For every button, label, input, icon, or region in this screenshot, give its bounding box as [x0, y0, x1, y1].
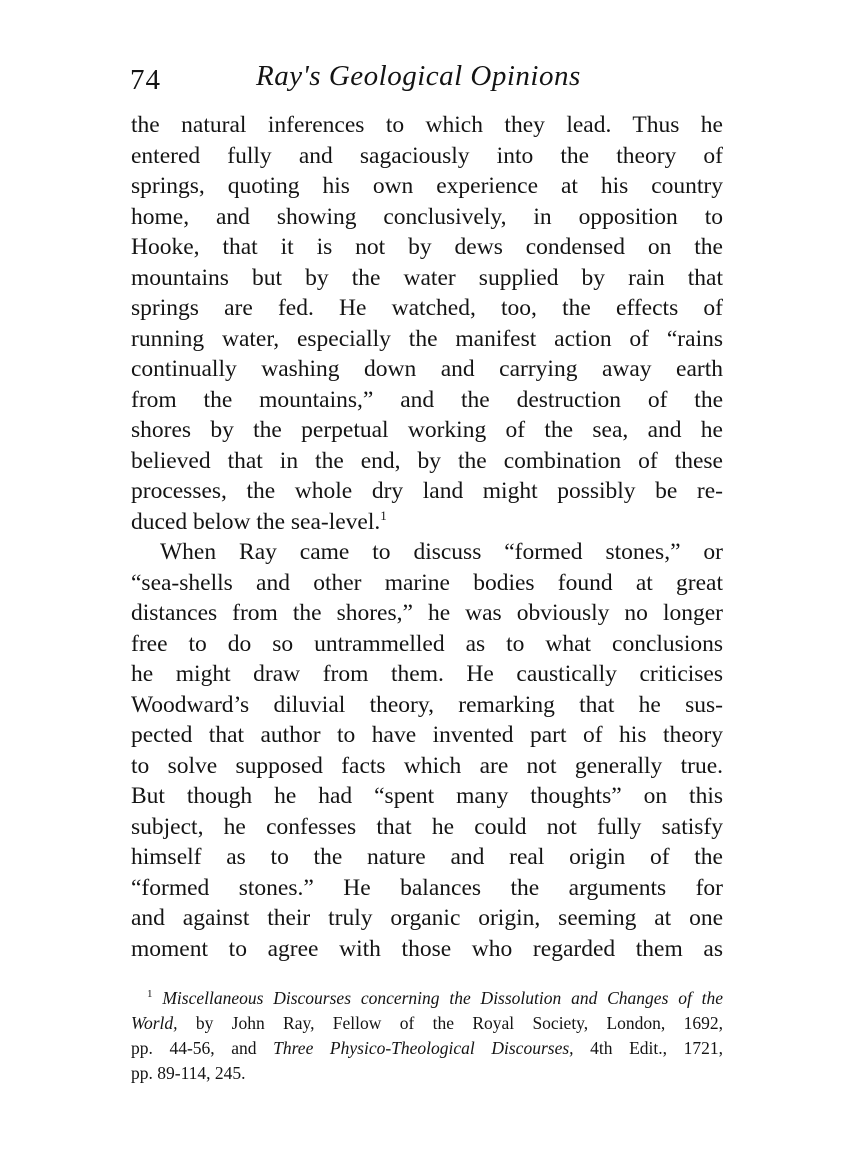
footnote-line	[131, 1011, 723, 1036]
running-head: Ray's Geological Opinions	[256, 60, 581, 92]
paragraph-1	[131, 110, 723, 537]
text-line: entered fully and sagaciously into the theory of	[131, 142, 723, 169]
text-line: “sea-shells and other marine bodies found at great	[131, 569, 723, 596]
text-line: When Ray came to discuss “formed stones,” or	[160, 539, 723, 565]
text-line: Woodward’s diluvial theory, remarking that he sus-	[131, 691, 723, 718]
text-line: moment to agree with those who regarded them as	[131, 935, 723, 962]
footnote-title: Three Physico-Theological Discourses,	[273, 1038, 574, 1058]
text-line: free to do so untrammelled as to what conclusions	[131, 630, 723, 657]
footnote-line: pp. 89-114, 245.	[131, 1063, 246, 1083]
footnote-line	[131, 1036, 723, 1061]
text-line: shores by the perpetual working of the sea, and he	[131, 417, 723, 443]
text-line: mountains but by the water supplied by rain that	[131, 264, 723, 291]
paragraph-2	[131, 537, 723, 964]
page-number: 74	[130, 64, 161, 96]
footnote-line	[131, 986, 723, 1011]
text-line: and against their truly organic origin, seeming at one	[131, 905, 723, 931]
page-header	[130, 60, 730, 100]
footnote-reference: 1	[380, 507, 387, 523]
text-line: believed that in the end, by the combination of these	[131, 447, 723, 474]
text-line	[131, 507, 723, 538]
text-line: pected that author to have invented part of his theory	[131, 722, 723, 748]
text-line: home, and showing conclusively, in opposition to	[131, 203, 723, 230]
text-line: continually washing down and carrying away earth	[131, 356, 723, 382]
footnote-title: World,	[131, 1013, 178, 1033]
footnote-marker: 1	[147, 988, 153, 1001]
footnote-text: pp. 44-56, and	[131, 1038, 274, 1058]
text-line: the natural inferences to which they lead. Thus he	[131, 112, 723, 138]
text-line: subject, he confesses that he could not fully satisfy	[131, 813, 723, 840]
text-line: springs, quoting his own experience at his country	[131, 173, 723, 199]
footnote-text: by John Ray, Fellow of the Royal Society, London, 1692,	[177, 1013, 723, 1033]
text-line: springs are fed. He watched, too, the effects of	[131, 295, 723, 321]
text-line: to solve supposed facts which are not generally true.	[131, 752, 723, 779]
text-line: he might draw from them. He caustically criticises	[131, 661, 723, 687]
body-text	[131, 110, 723, 964]
text-line: distances from the shores,” he was obviously no longer	[131, 600, 723, 626]
text-line: Hooke, that it is not by dews condensed on the	[131, 234, 723, 260]
footnote-text: 4th Edit., 1721,	[573, 1038, 723, 1058]
text-line-content: duced below the sea-level.	[131, 508, 381, 535]
text-line: “formed stones.” He balances the arguments for	[131, 874, 723, 901]
footnote	[131, 986, 723, 1086]
text-line: processes, the whole dry land might possibly be re-	[131, 478, 723, 504]
text-line: running water, especially the manifest action of “rains	[131, 325, 723, 352]
footnote-title: Miscellaneous Discourses concerning the Dissolution and Changes of the	[162, 988, 724, 1008]
text-line: But though he had “spent many thoughts” on this	[131, 783, 723, 809]
text-line: himself as to the nature and real origin of the	[131, 844, 723, 870]
text-line: from the mountains,” and the destruction of the	[131, 386, 723, 413]
